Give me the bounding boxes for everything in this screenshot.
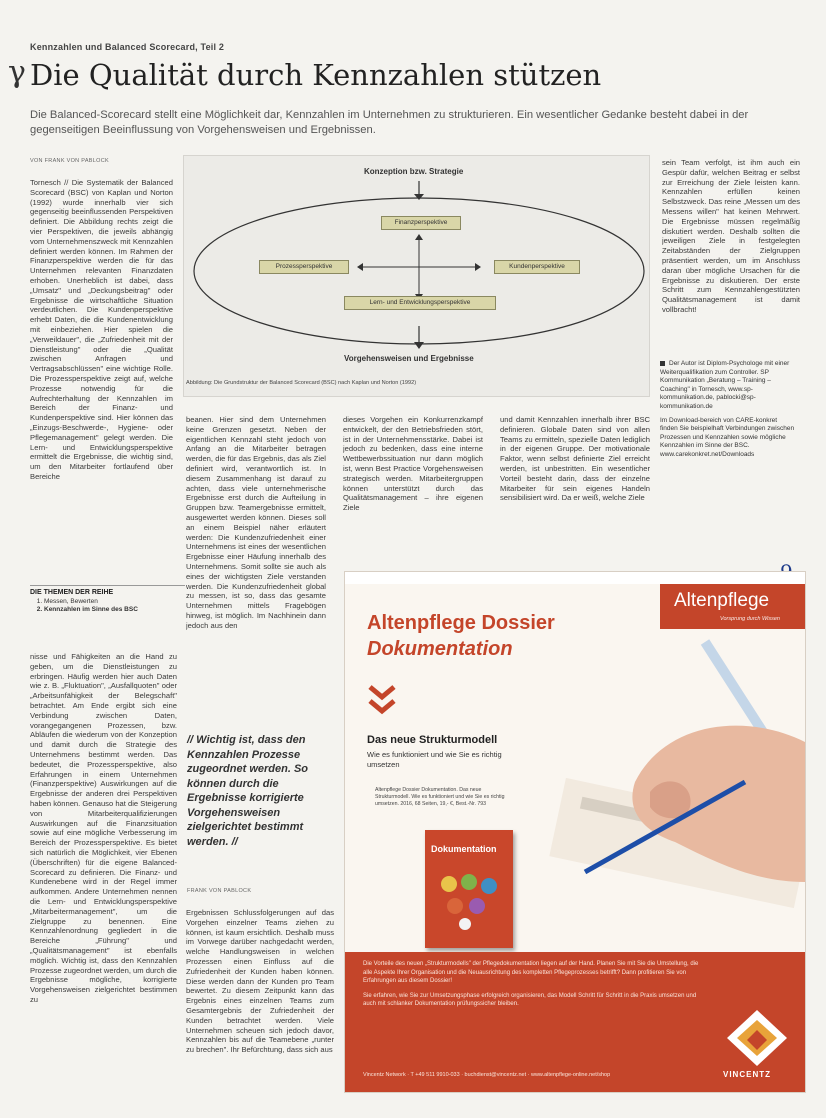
article-title: Die Qualität durch Kennzahlen stützen xyxy=(30,58,602,92)
series-box xyxy=(30,585,185,614)
chevron-down-icon xyxy=(367,682,397,723)
handwritten-mark: γ xyxy=(8,55,26,90)
ad-contact-footer[interactable]: Vincentz Network · T +49 511 9910-033 · buchdienst@vincentz.net · www.altenpflege-online.net/shop xyxy=(363,1072,611,1078)
book-title: Dokumentation xyxy=(431,844,497,854)
ad-paragraph-2: Sie erfahren, wie Sie zur Umsetzungsphase erfolgreich organisieren, das Modell Schritt für Schritt in die Praxis umsetzen und auch mit schlanker Dokumentation prüfungssicher bleiben. xyxy=(363,992,697,1008)
article-column-3: dieses Vorgehen ein Konkurrenzkampf entwickelt, der den Betriebsfrieden stört, ist in der Unternehmensstärke. Dabei ist jedoch zu bedenken, dass eine interne Wettbewerbssituation nur dann möglich ist, wenn Best Practice Vorgehensweisen strategisch werden. Mitarbeitergruppen können unterstützt durch das Qualitätsmanagement – ihre eigenen Ziele xyxy=(343,415,483,513)
author-bio: Der Autor ist Diplom-Psychologe mit einer Weiterqualifikation zum Controller. SP Kommunikation „Beratung – Training – Coaching" in Tornesch, www.sp-kommunikation.de, pablocki@sp-kommunikation.de xyxy=(660,360,790,410)
pull-quote: // Wichtig ist, dass den Kennzahlen Prozesse zugeordnet werden. So können durch die Ergebnisse korrigierte Vorgehensweisen zielgerichtet bestimmt werden. // xyxy=(187,734,309,848)
article-column-1-bottom: nisse und Fähigkeiten an die Hand zu geben, um die Dienstleistungen zu erbringen. Häufig werden hier auch Daten wie z. B. „Fluktuation", „Ausfallquoten" oder „Arbeitsunfähigkeit der Belegschaft" betrachtet. Am Ende ergibt sich eine Verbindung zwischen Daten, vorangegangenen Prozessen, bzw. Abläufen die wiederum von der Konzeption und damit durch die Strategie des Unternehmens bestimmt werden. Das bedeutet, die Prozessperspektive, also Erfahrungen in einem Unternehmen (Finanzperspektive) Auswirkungen auf die Ergebnisse der anderen drei Perspektiven haben können. Genauso hat die Steigerung von Mitarbeiterqualifizierungen Auswirkungen auf die Finanzsituation sowie auf eine mögliche Verbesserung im Bereich der Prozessperspektive. Es bietet sich natürlich die Möglichkeit, vier Ebenen (Überschriften) für die eigene Balanced-Scorecard zu definieren. Die Finanz- und Kundenebene wird in der Regel immer aufkommen. Andere Unternehmen nennen die Lern- und Entwicklungsperspektive „Mitarbeitermanagement", um die Zielgruppe zu benennen. Eine Kennzahlenordnung gegliedert in die Bereiche „Führung" und „Qualitätsmanagement" ist ebenfalls möglich. Wichtig ist, dass den Kennzahlen Prozesse zugeordnet werden, um durch die Ergebnisse mögliche, korrigierte Vorgehensweisen zielgerichtet bestimmen zu xyxy=(30,652,177,1004)
ad-info-band xyxy=(345,952,805,1092)
bullet-square-icon xyxy=(660,361,665,366)
series-title: DIE THEMEN DER REIHE xyxy=(30,585,185,596)
article-lead: Die Balanced-Scorecard stellt eine Möglichkeit dar, Kennzahlen im Unternehmen zu strukturieren. Ein wesentlicher Gedanke besteht dabei in der gegenseitigen Beeinflussung von Vorgehensweisen und Ergebnissen. xyxy=(30,109,749,136)
badge-title: Altenpflege xyxy=(674,590,770,611)
ad-paragraph-1: Die Vorteile des neuen „Strukturmodells" der Pflegedokumentation liegen auf der Hand. Planen Sie mit Sie die Umstellung, die alle Aspekte Ihrer Organisation und die Neuausrichtung des kompletten Pflegeprozesses betrifft? Dann profitieren Sie von Erfahrungen aus diesem Dossier! xyxy=(363,961,699,985)
author-box xyxy=(660,360,795,465)
figure-top-label: Konzeption bzw. Strategie xyxy=(364,167,464,176)
badge-subtitle: Vorsprung durch Wissen xyxy=(720,616,780,622)
series-item: 1. Messen, Bewerten xyxy=(44,598,185,605)
figure-caption: Abbildung: Die Grundstruktur der Balanced Scorecard (BSC) nach Kaplan und Norton (1992) xyxy=(186,380,417,386)
vincentz-logo-text: VINCENTZ xyxy=(723,1070,771,1079)
article-column-4: und damit Kennzahlen innerhalb ihrer BSC definieren. Globale Daten sind von allen Teams zu ermitteln, spezielle Daten lediglich in der eigenen Gruppe. Der motivationale Faktor, wenn selbst definierte Ziel erreicht werden, ist unbestritten. Ein wesentlicher Vorteil besteht darin, dass der einzelne Mitarbeiter für sein eigenes Handeln sensibilisiert wird. Da er weiß, welche Ziele xyxy=(500,415,650,503)
writing-hand-image xyxy=(515,632,805,922)
book-cover-image xyxy=(425,830,513,948)
box-learning: Lern- und Entwicklungsperspektive xyxy=(344,296,496,310)
altenpflege-badge xyxy=(660,584,805,629)
ad-product-details: Altenpflege Dossier Dokumentation. Das neue Strukturmodell. Wie es funktioniert und wie Sie es richtig umsetzen. 2016, 68 Seiten, 19,- €, Best.-Nr. 793 xyxy=(375,787,505,807)
article-column-3-bottom: Ergebnissen Schlussfolgerungen auf das Vorgehen einzelner Teams ziehen zu können, ist kaum ersichtlich. Deshalb muss im Vorwege darüber nachgedacht werden, welche Handlungsweisen in welchen Prozessen einen Einfluss auf die Zufriedenheit der Kunden haben können. Diese werden dann der Kunden pro Team bewertet. Zu diesem Zeitpunkt kann das Ergebnis eines einzelnen Teams zum Gesamtergebnis der Zufriedenheit der Kunden betrachtet werden. Viele Unternehmen scheuen sich jedoch davor, Kennzahlen bis auf die Teamebene „runter zu brechen". Ihr Befürchtung, dass sich aus xyxy=(186,908,334,1055)
article-column-2: beanen. Hier sind dem Unternehmen keine Grenzen gesetzt. Neben der eigentlichen Kennzahl steht jedoch von Anfang an die Mitarbeiter betragen werden, die für das Ergebnis, das als Ziel definiert wird, verantwortlich ist. In diesem Zusammenhang ist darauf zu achten, dass viele unternehmerische Ergebnisse erst durch die Aufteilung in Gruppen bzw. Teamergebnisse ermittelt, ausgewertet werden können. Dieses soll an einem Beispiel näher erläutert werden: Die Kundenzufriedenheit einer Unternehmens ist eines der wesentlichen Ergebnisse einer Häufung innerhalb des Unternehmens. Somit sollte sie auch als eines der wichtigsten Ziele verstanden werden. Die Kundenzufriedenheit global zu messen, ist so, dass das gesamte Unternehmen mittels Fragebögen hinweg, ist möglich. Im Nachhinein dann jedoch aus den xyxy=(186,415,326,630)
article-column-5-top: sein Team verfolgt, ist ihm auch ein Gespür dafür, welchen Beitrag er selbst zur Erreichung der Ziele leisten kann. Kennzahlen erfüllen keinen Selbstzweck. Das reine „Messen um des Messens willen" hat keinen Mehrwert. Die Ergebnisse müssen regelmäßig diskutiert werden. Deshalb sollten die jeweiligen Ziele in festgelegten Zeitabständen der Zielgruppen präsentiert werden, um im Anschluss daran über mögliche Ursachen für die Ergebnisse zu diskutieren. Der erste Schritt zum Kennzahlengestützten Qualitätsmanagement ist damit vollbracht! xyxy=(662,158,800,314)
article-column-1-top: Tornesch // Die Systematik der Balanced Scorecard (BSC) von Kaplan und Norton (1992) wurde innerhalb vier sich gegenseitig beeinflussenden Perspektiven definiert. Die Abbildung rechts zeigt die vier Perspektiven, die jeweils abhängig vom Unternehmenszweck mit Kennzahlen definiert werden können. Im Rahmen der Finanzperspektive werden die für das Unternehmen relevanten Finanzdaten erhoben. Unerheblich ist dabei, dass „Umsatz" und „Deckungsbeitrag" oder Ergebnisse die wirtschaftliche Situation verdeutlichen. Die Kundenperspektive erhebt Daten, die die Kundenentwicklung mit einbeziehen. Hier spielen die „Verweildauer", die „Zufriedenheit mit der Dienstleistung" oder die „Qualität zwischen Anfragen und Vertragsabschlüssen" eine wichtige Rolle. Die Prozessperspektive zeigt auf, welche Prozesse notwendig für die Aufrechterhaltung der Kennzahlen im Bereich der Finanz- und Kundenperspektive sind. Hier können das „Einzugs-Beschwerde-, Hygiene- oder Pflegemanagement" gelegt werden. Die Lern- und Entwicklungsperspektive ermittelt die Ergebnisse, die wichtig sind, um den Mitarbeiter fortlaufend über Bereiche xyxy=(30,178,173,481)
bsc-figure xyxy=(183,155,650,397)
box-customer: Kundenperspektive xyxy=(494,260,580,274)
box-process: Prozessperspektive xyxy=(259,260,349,274)
figure-bottom-label: Vorgehensweisen und Ergebnisse xyxy=(344,354,474,363)
advertisement[interactable] xyxy=(344,571,806,1093)
ad-title-line-1: Altenpflege Dossier xyxy=(367,612,555,634)
article-kicker: Kennzahlen und Balanced Scorecard, Teil 2 xyxy=(30,42,225,52)
ad-subtitle: Das neue Strukturmodell xyxy=(367,734,498,746)
series-item: 2. Kennzahlen im Sinne des BSC xyxy=(44,606,185,613)
ad-subtitle-2: Wie es funktioniert und wie Sie es richtig umsetzen xyxy=(367,750,502,769)
download-note: Im Download-bereich von CARE-konkret finden Sie beispielhaft Verbindungen zwischen Prozessen und Kennzahlen sowie mögliche Kennzahlen im Sinne der BSC. www.carekonkret.net/Downloads xyxy=(660,416,795,458)
box-finance: Finanzperspektive xyxy=(381,216,461,230)
byline: VON FRANK VON PABLOCK xyxy=(30,158,109,164)
pull-quote-author: FRANK VON PABLOCK xyxy=(187,888,252,894)
ad-title-line-2: Dokumentation xyxy=(367,638,513,660)
vincentz-logo-icon xyxy=(727,1010,787,1066)
